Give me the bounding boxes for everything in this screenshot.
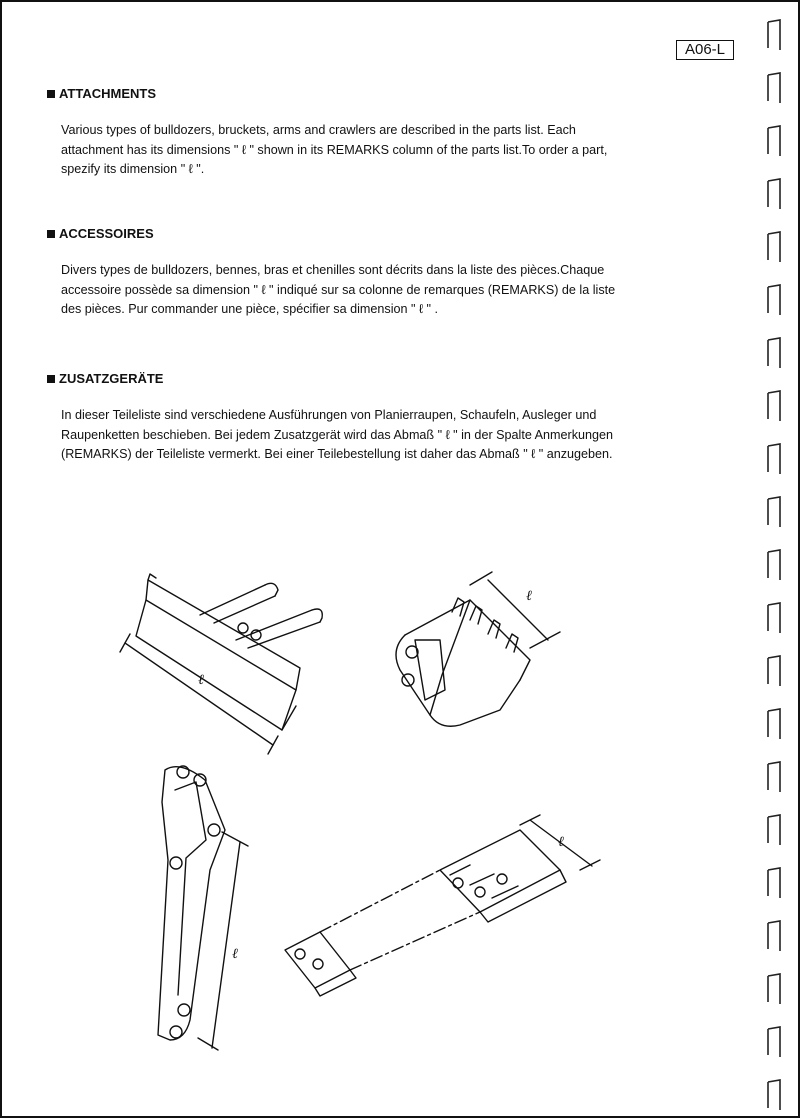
heading-text: ATTACHMENTS [59,86,157,101]
page-code: A06-L [676,40,734,60]
bucket-drawing [396,572,560,726]
paragraph-line: (REMARKS) der Teileliste vermerkt. Bei einer Teilebestellung ist daher das Abmaß " ℓ " anzugeben. [61,447,613,461]
bullet-square-icon [47,375,55,383]
paragraph-line: attachment has its dimensions " ℓ " shown in its REMARKS column of the parts list.To order a part, [61,142,608,157]
bucket-dimension-label: ℓ [526,588,532,604]
binder-spine [760,0,790,1118]
paragraph-line: des pièces. Pur commander une pièce, spécifier sa dimension " ℓ " . [61,302,439,316]
crawler-track-drawing [285,815,600,996]
crawler-dimension-label: ℓ [558,834,564,850]
paragraph-line: Divers types de bulldozers, bennes, bras et chenilles sont décrits dans la liste des pièces.Chaque [61,263,605,277]
paragraph-line: In dieser Teileliste sind verschiedene Ausführungen von Planierraupen, Schaufeln, Ausleger und [61,408,597,422]
bullet-square-icon [47,90,55,98]
attachment-drawings [0,540,760,1100]
paragraph-line: Various types of bulldozers, bruckets, arms and crawlers are described in the parts list. Each [61,123,576,137]
section-zusatzgeraete [47,371,667,465]
heading-text: ZUSATZGERÄTE [59,371,164,386]
section-attachments [47,86,667,180]
paragraph-line: accessoire possède sa dimension " ℓ " indiqué sur sa colonne de remarques (REMARKS) de la liste [61,282,616,297]
paragraph [61,121,661,180]
section-heading [47,371,667,386]
section-heading [47,226,667,241]
bulldozer-blade-drawing [120,574,322,754]
bullet-square-icon [47,230,55,238]
heading-text: ACCESSOIRES [59,226,154,241]
paragraph-line: Raupenketten beschieben. Bei jedem Zusatzgerät wird das Abmaß " ℓ " in der Spalte Anmerkungen [61,427,614,442]
paragraph-line: spezify its dimension " ℓ ". [61,162,205,176]
paragraph [61,261,661,320]
section-accessoires [47,226,667,320]
bulldozer-dimension-label: ℓ [198,672,204,688]
section-heading [47,86,667,101]
arm-dimension-label: ℓ [232,946,238,962]
arm-drawing [158,766,248,1050]
paragraph [61,406,661,465]
